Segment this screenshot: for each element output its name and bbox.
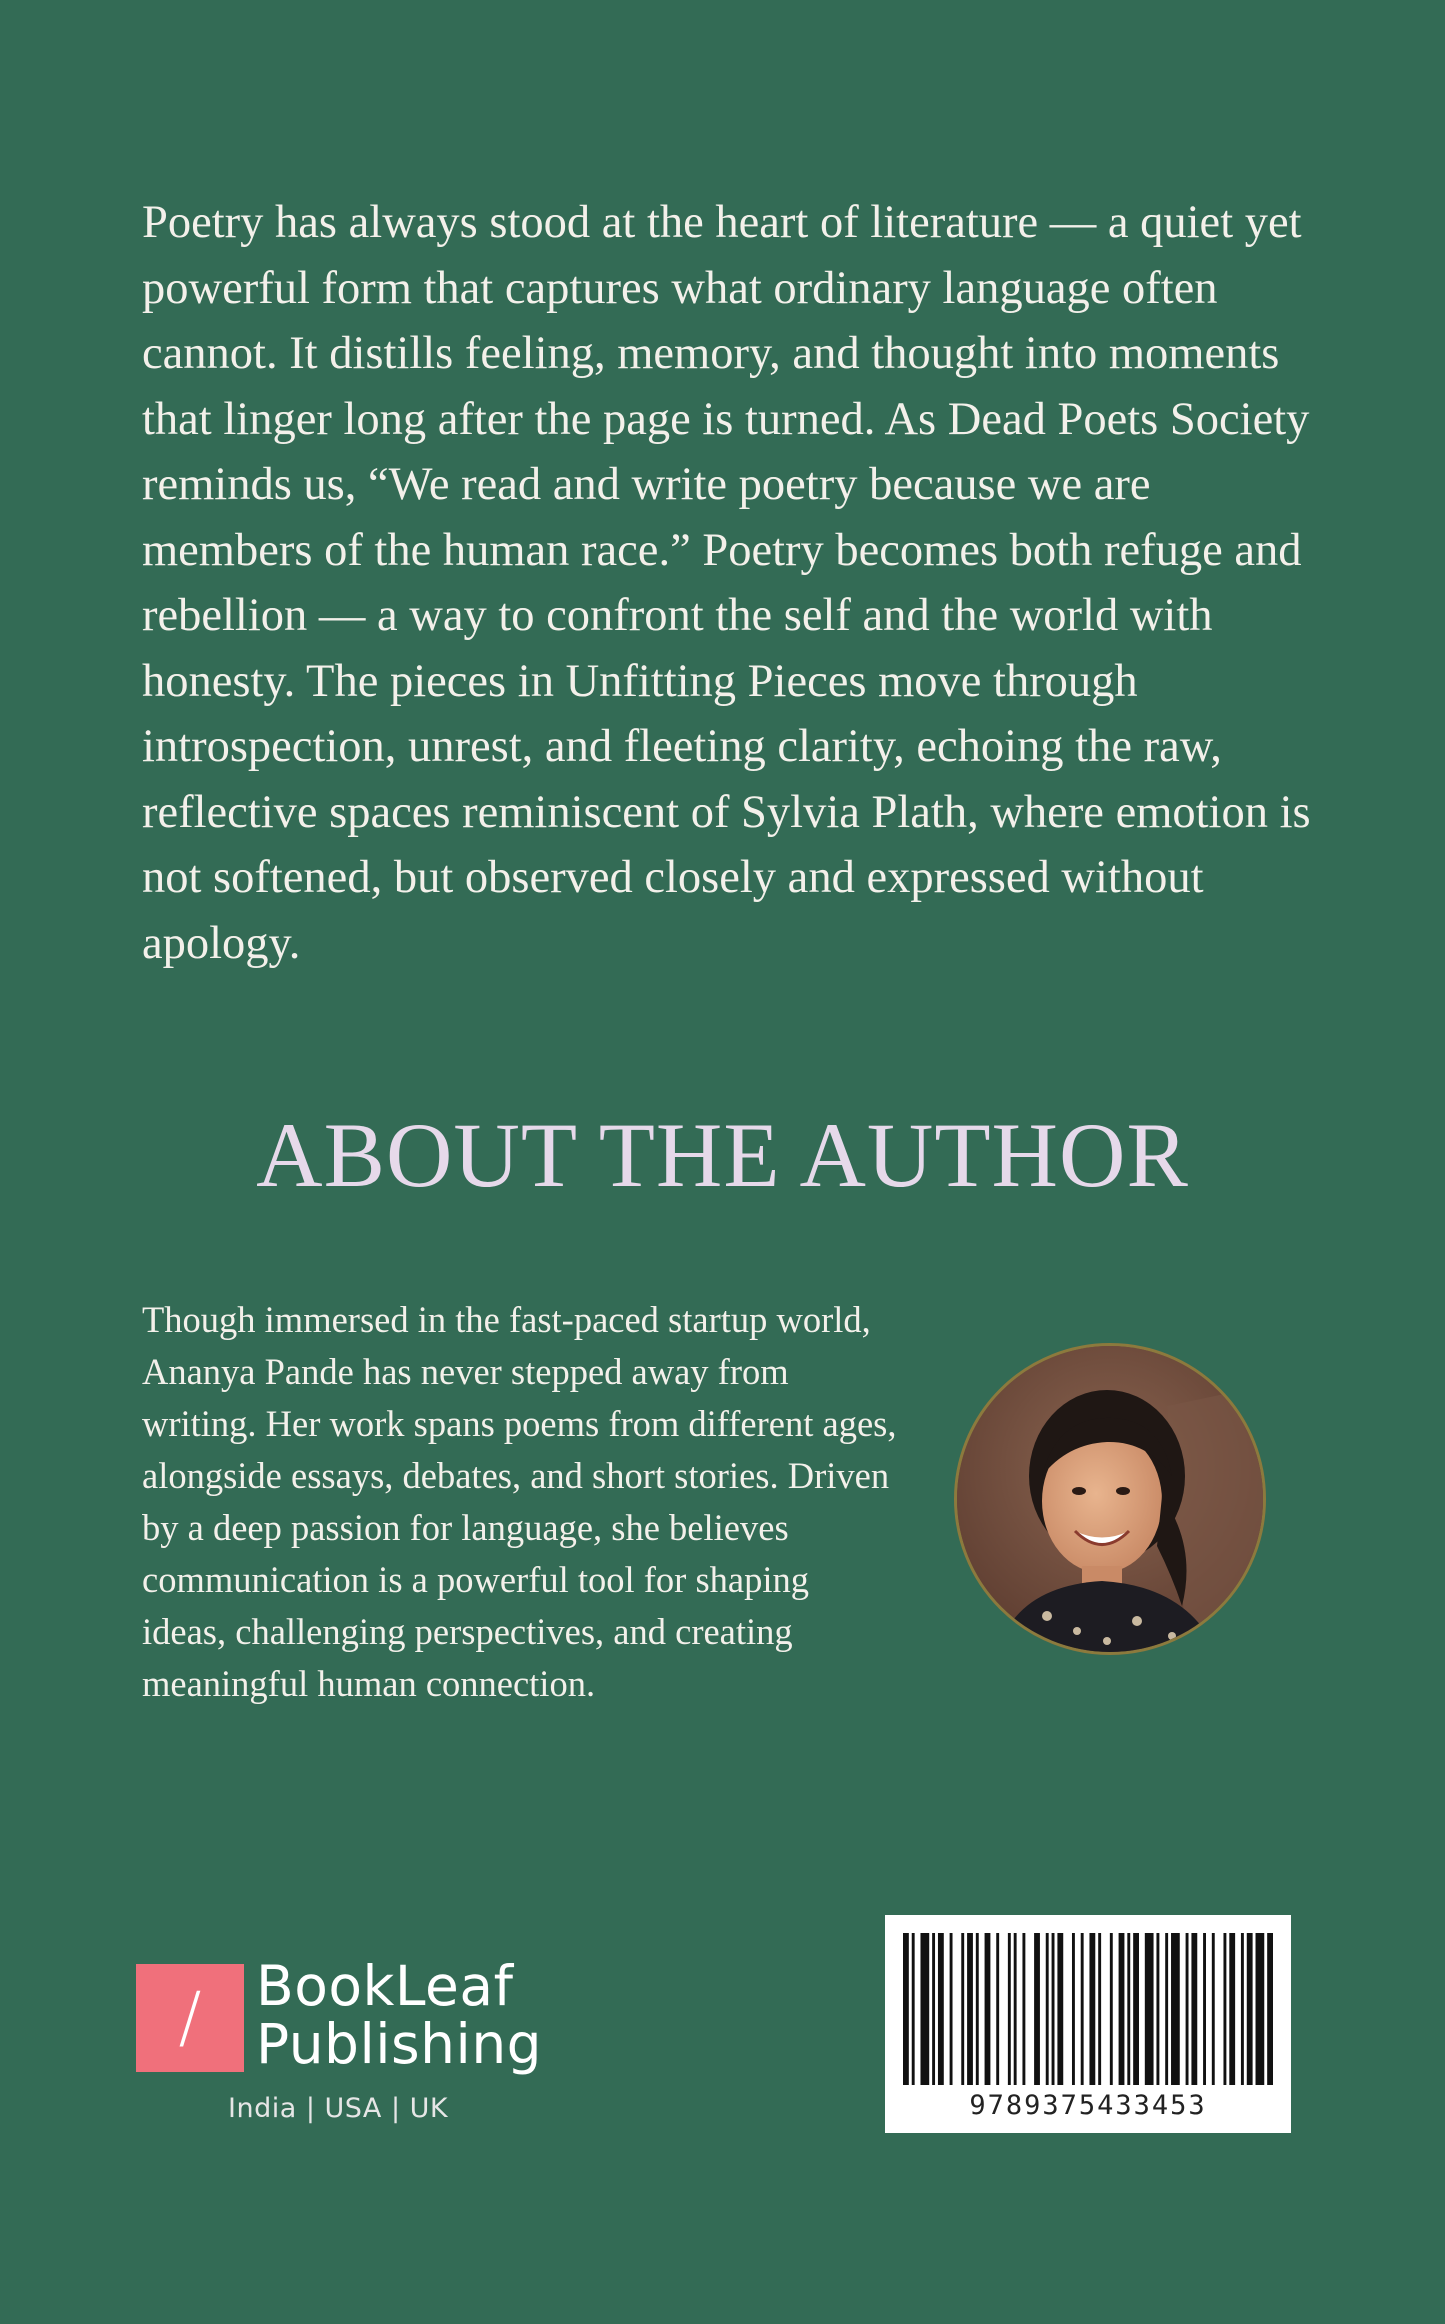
barcode-bar [961, 1933, 964, 2085]
barcode-bar [938, 1933, 944, 2085]
barcode-bar [1110, 1933, 1113, 2085]
barcode-bar [920, 1933, 929, 2085]
barcode-bar [1247, 1933, 1253, 2085]
barcode-bar [1165, 1933, 1168, 2085]
isbn-barcode [885, 1915, 1291, 2133]
barcode-bar [996, 1933, 999, 2085]
barcode-bar [912, 1933, 915, 2085]
barcode-bar [932, 1933, 935, 2085]
about-author-heading: ABOUT THE AUTHOR [256, 1104, 1189, 1206]
author-bio: Though immersed in the fast-paced startup world, Ananya Pande has never stepped away from writing. Her work spans poems from different ages, alongside essays, debates, and short stories. Driven by a deep passion for language, she believes communication is a powerful tool for shaping ideas, challenging perspectives, and creating meaningful human connection. [142, 1299, 897, 1704]
barcode-bar [1057, 1933, 1063, 2085]
barcode-bar [1089, 1933, 1095, 2085]
logo-slash-mark: / [136, 1964, 244, 2072]
barcode-bar [1171, 1933, 1180, 2085]
barcode-bar [1014, 1933, 1017, 2085]
publisher-logo [136, 1954, 543, 2134]
barcode-bar [903, 1933, 909, 2085]
publisher-name-line1: BookLeaf [256, 1954, 514, 2018]
isbn-number: 9789375433453 [969, 2090, 1207, 2121]
barcode-bar [1191, 1933, 1197, 2085]
back-cover-blurb: Poetry has always stood at the heart of literature — a quiet yet powerful form that captures what ordinary language often cannot. It distills feeling, memory, and thought into moments that linger long after the page is turned. As Dead Poets Society reminds us, “We read and write poetry because we are members of the human race.” Poetry becomes both refuge and rebellion — a way to confront the self and the world with honesty. The pieces in Unfitting Pieces move through introspection, unrest, and fleeting clarity, echoing the raw, reflective spaces reminiscent of Sylvia Plath, where emotion is not softened, but observed closely and expressed without apology. [142, 197, 1311, 969]
barcode-bar [1145, 1933, 1154, 2085]
barcode-bar [1203, 1933, 1206, 2085]
barcode-bar [1119, 1933, 1125, 2085]
barcode-bar [1267, 1933, 1273, 2085]
barcode-bar [976, 1933, 979, 2085]
barcode-bar [1186, 1933, 1189, 2085]
barcode-bar [1072, 1933, 1075, 2085]
barcode-bar [1156, 1933, 1159, 2085]
barcode-bar [967, 1933, 973, 2085]
author-portrait-image [957, 1346, 1263, 1652]
barcode-bar [1052, 1933, 1055, 2085]
barcode-bar [950, 1933, 953, 2085]
barcode-bars [903, 1933, 1273, 2085]
barcode-bar [1256, 1933, 1265, 2085]
barcode-bar [1229, 1933, 1235, 2085]
barcode-bar [1133, 1933, 1139, 2085]
barcode-bar [1212, 1933, 1215, 2085]
barcode-bar [1127, 1933, 1130, 2085]
publisher-name-line2: Publishing [256, 2012, 543, 2076]
barcode-bar [1098, 1933, 1101, 2085]
barcode-bar [985, 1933, 991, 2085]
publisher-regions: India | USA | UK [228, 2093, 449, 2124]
barcode-bar [1081, 1933, 1084, 2085]
barcode-bar [1008, 1933, 1011, 2085]
barcode-bar [1241, 1933, 1244, 2085]
barcode-bar [1223, 1933, 1226, 2085]
barcode-bar [1034, 1933, 1040, 2085]
author-photo [954, 1343, 1266, 1655]
barcode-bar [1046, 1933, 1049, 2085]
barcode-bar [1022, 1933, 1025, 2085]
